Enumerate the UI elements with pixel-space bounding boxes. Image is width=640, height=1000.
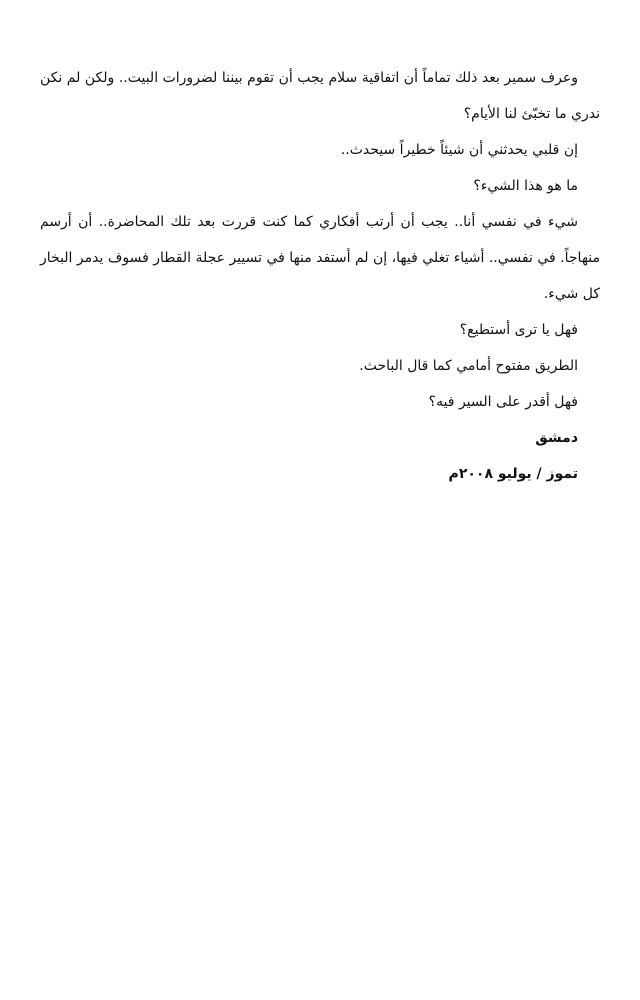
paragraph-heart: إن قلبي يحدثني أن شيئاً خطيراً سيحدث..: [340, 142, 578, 158]
paragraph-can-i: فهل يا ترى أستطيع؟: [459, 322, 578, 338]
paragraph-road: الطريق مفتوح أمامي كما قال الباحث.: [359, 358, 578, 374]
paragraph-intro: وعرف سمير بعد ذلك تماماً أن اتفاقية سلام يجب أن تقوم بيننا لضرورات البيت.. ولكن لم نكن ندري ما تخبّئ لنا الأيام؟: [40, 70, 600, 122]
paragraph-walk: فهل أقدر على السير فيه؟: [428, 394, 578, 410]
signature-date: تموز / يوليو ٢٠٠٨م: [448, 466, 578, 482]
paragraph-reflection: شيء في نفسي أنا.. يجب أن أرتب أفكاري كما كنت قررت بعد تلك المحاضرة.. أن أرسم منهاجاً. في نفسي.. أشياء تغلي فيها، إن لم أستفد منها في تسيير عجلة القطار فسوف يدمر البخار كل شيء.: [40, 214, 600, 302]
signature-place: دمشق: [535, 430, 578, 446]
document-page: [40, 60, 600, 492]
paragraph-question: ما هو هذا الشيء؟: [473, 178, 578, 194]
